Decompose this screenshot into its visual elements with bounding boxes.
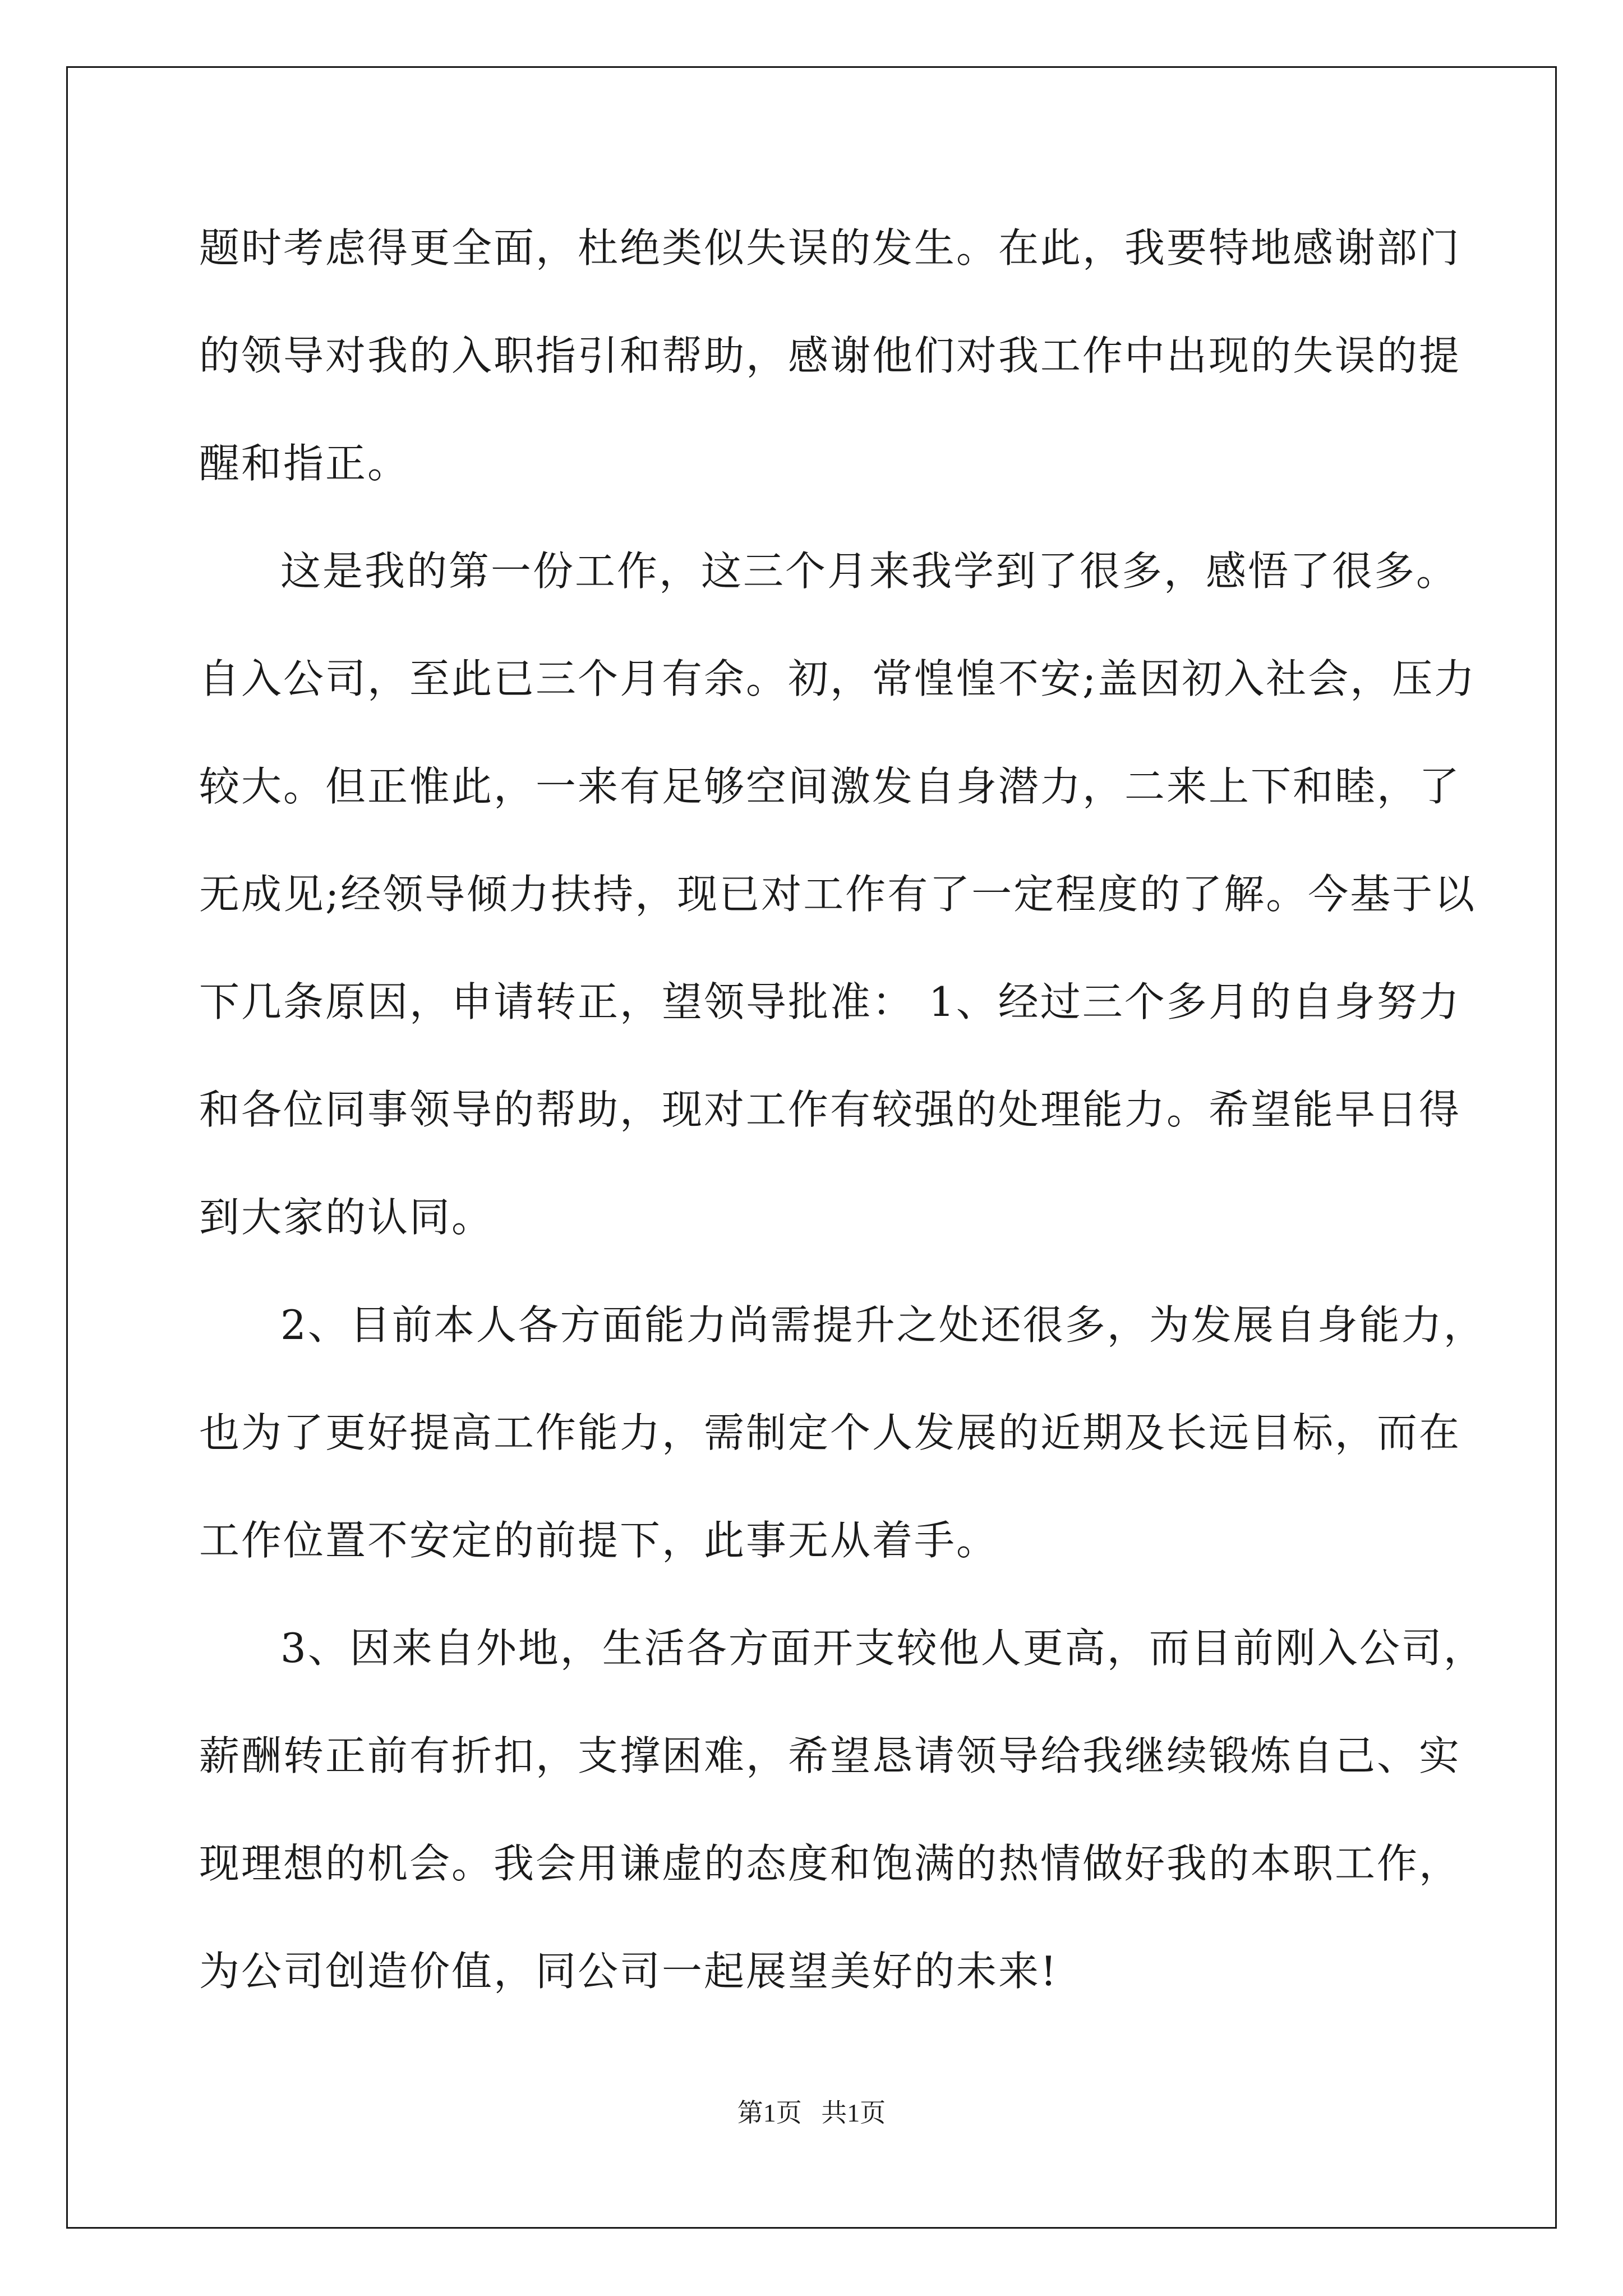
text-line: 现理想的机会。我会用谦虚的态度和饱满的热情做好我的本职工作， bbox=[199, 1840, 1461, 1887]
text-line: 自入公司，至此已三个月有余。初，常惶惶不安;盖因初入社会，压力 bbox=[199, 655, 1477, 702]
text-line: 到大家的认同。 bbox=[199, 1194, 494, 1241]
text-line: 和各位同事领导的帮助，现对工作有较强的处理能力。希望能早日得 bbox=[199, 1086, 1461, 1133]
text-line: 也为了更好提高工作能力，需制定个人发展的近期及长远目标，而在 bbox=[199, 1409, 1461, 1456]
paragraph-start-line: 这是我的第一份工作，这三个月来我学到了很多，感悟了很多。 bbox=[280, 547, 1459, 595]
text-line: 较大。但正惟此，一来有足够空间激发自身潜力，二来上下和睦，了 bbox=[199, 763, 1461, 810]
text-line: 题时考虑得更全面，杜绝类似失误的发生。在此，我要特地感谢部门 bbox=[199, 224, 1461, 272]
text-line: 醒和指正。 bbox=[199, 440, 410, 487]
page-number-footer: 第1页 共1页 bbox=[737, 2099, 886, 2127]
text-line: 工作位置不安定的前提下，此事无从着手。 bbox=[199, 1517, 999, 1564]
paragraph-start-line: 2、目前本人各方面能力尚需提升之处还很多，为发展自身能力， bbox=[280, 1301, 1486, 1349]
text-line: 下几条原因，申请转正，望领导批准： 1、经过三个多月的自身努力 bbox=[199, 978, 1461, 1025]
text-line: 为公司创造价值，同公司一起展望美好的未来! bbox=[199, 1948, 1058, 1995]
text-line: 的领导对我的入职指引和帮助，感谢他们对我工作中出现的失误的提 bbox=[199, 332, 1461, 379]
paragraph-start-line: 3、因来自外地，生活各方面开支较他人更高，而目前刚入公司， bbox=[280, 1625, 1486, 1672]
text-line: 无成见;经领导倾力扶持，现已对工作有了一定程度的了解。今基于以 bbox=[199, 871, 1477, 918]
text-line: 薪酬转正前有折扣，支撑困难，希望恳请领导给我继续锻炼自己、实 bbox=[199, 1732, 1461, 1779]
